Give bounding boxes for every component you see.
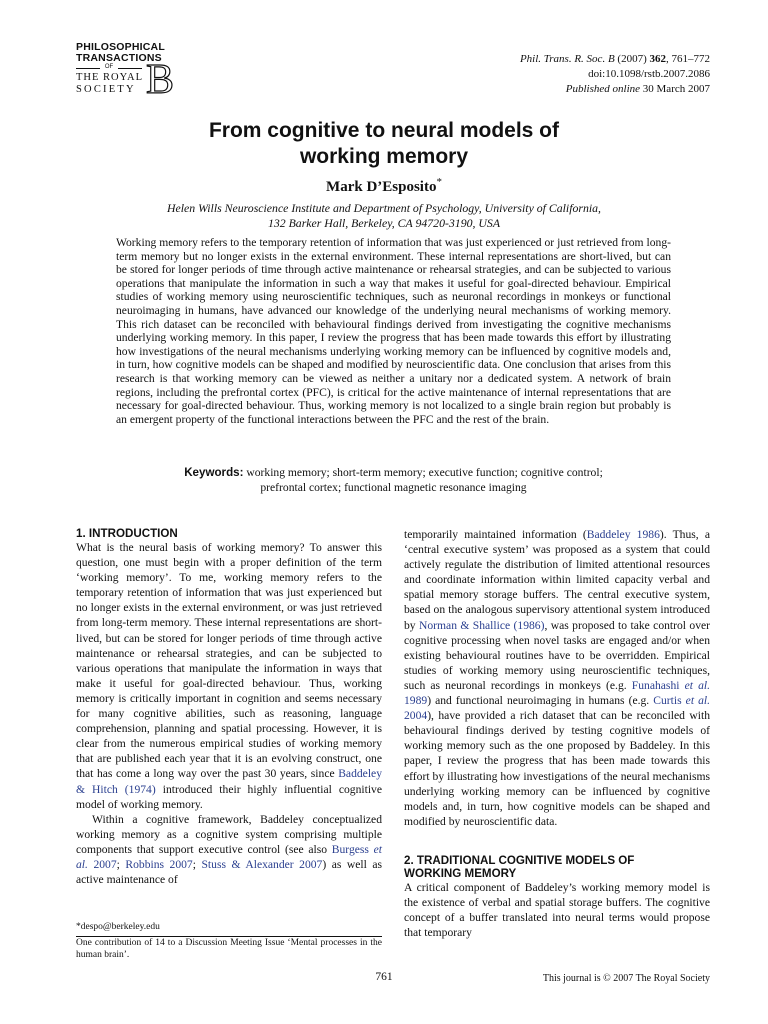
journal-citation-block	[520, 52, 710, 97]
citation-link[interactable]: Baddeley 1986	[586, 528, 660, 541]
intro-paragraph-2-continued: temporarily maintained information (Baddeley 1986). Thus, a ‘central executive system’ was proposed as a system that could actively regulate the distribution of limited attentional resources and coordinate information within limited capacity verbal and spatial memory storage buffers. The central executive system, based on the analogous supervisory attentional system introduced by Norman & Shallice (1986), was proposed to take control over cognitive processing when novel tasks are engaged and/or when existing behavioural routines have to be overridden. Empirical studies of working memory using neuroscientific techniques, such as neuronal recordings in monkeys (e.g. Funahashi et al. 1989) and functional neuroimaging in humans (e.g. Curtis et al. 2004), have provided a rich dataset that can be reconciled with behavioural findings derived by testing cognitive models of working memory such as the one proposed by Baddeley. In this paper, I review the progress that has been made towards this effort by illustrating how investigations of the neural mechanisms underlying working memory can be influenced by cognitive models and, in turn, how cognitive models can be shaped and modified by neuroscientific data.	[404, 528, 711, 828]
logo-line-philosophical: PHILOSOPHICAL	[76, 41, 165, 53]
logo-series-letter: B	[146, 57, 175, 103]
left-column	[76, 527, 382, 887]
keywords: Keywords: working memory; short-term memory; executive function; cognitive control; prefrontal cortex; functional magnetic resonance imaging	[184, 466, 603, 494]
author-email-footnote: *despo@berkeley.edu	[76, 922, 160, 932]
right-column	[404, 527, 710, 940]
affiliation: Helen Wills Neuroscience Institute and Department of Psychology, University of California, 132 Barker Hall, Berkeley, CA 94720-3190, USA	[166, 201, 601, 230]
abstract: Working memory refers to the temporary retention of information that was just experienced or just retrieved from long-term memory but no longer exists in the external environment. These internal representations are short-lived, but can be stored for longer periods of time through active maintenance or rehearsal strategies, and can be subjected to various operations that manipulate the information in such a way that makes it useful for goal-directed behaviour. Empirical studies of working memory using neuroscientific techniques, such as neuronal recordings in monkeys or functional neuroimaging in humans, have advanced our knowledge of the underlying neural mechanisms of working memory. This rich dataset can be reconciled with behavioural findings derived from investigating the cognitive mechanisms underlying working memory. In this paper, I review the progress that has been made towards this effort by illustrating how investigations of the neural mechanisms underlying working memory can be influenced by cognitive models and, in turn, how cognitive models can be shaped and modified by neuroscientific data. One conclusion that arises from this research is that working memory can be viewed as neither a unitary nor a dedicated system. A network of brain regions, including the prefrontal cortex (PFC), is critical for the active maintenance of internal representations that are necessary for goal-directed behaviour. Thus, working memory is not localized to a single brain region but probably is an emergent property of the functional interactions between the PFC and the rest of the brain.	[116, 236, 671, 426]
logo-line-society: SOCIETY	[76, 84, 136, 95]
citation-link[interactable]: Stuss & Alexander 2007	[201, 857, 323, 871]
section2-paragraph-1: A critical component of Baddeley’s working memory model is the existence of verbal and spatial storage buffers. The cognitive concept of a buffer translated into neural terms would propose that temporary	[404, 880, 710, 940]
author-footnote-mark: *	[436, 176, 442, 188]
logo-line-the-royal: THE ROYAL	[76, 72, 144, 83]
intro-paragraph-2: Within a cognitive framework, Baddeley conceptualized working memory as a cognitive system comprising multiple components that support executive control (see also Burgess et al. 2007; Robbins 2007; Stuss & Alexander 2007) as well as active maintenance of	[76, 812, 383, 887]
citation-link[interactable]: Burgess et al. 2007	[76, 842, 383, 871]
copyright-notice: This journal is © 2007 The Royal Society	[542, 973, 710, 984]
citation-link[interactable]: Norman & Shallice (1986)	[419, 618, 545, 632]
section-heading-introduction: 1. INTRODUCTION	[76, 527, 178, 540]
section-heading-traditional-models: 2. TRADITIONAL COGNITIVE MODELS OF WORKING MEMORY	[404, 853, 635, 880]
page-number: 761	[375, 971, 393, 983]
doi: doi:10.1098/rstb.2007.2086	[588, 68, 710, 80]
logo-of: OF	[76, 64, 142, 70]
keywords-label: Keywords:	[184, 466, 244, 479]
author: Mark D’Esposito*	[326, 176, 442, 195]
royal-society-logo	[76, 41, 176, 103]
citation-link[interactable]: Curtis et al. 2004	[404, 694, 711, 723]
citation-link[interactable]: Funahashi et al. 1989	[404, 678, 711, 708]
published-online: Published online 30 March 2007	[565, 83, 710, 95]
intro-paragraph-1: What is the neural basis of working memory? To answer this question, one must begin with a proper definition of the term ‘working memory’. To me, working memory refers to the temporary retention of information that was just experienced but no longer exists in the external environment, or was just retrieved from long-term memory. These internal representations are short-lived, but can be stored for longer periods of time through active maintenance or rehearsal strategies, and can be subjected to various operations that manipulate the information in ways that make it useful for goal-directed behaviour. Thus, working memory is critically important in cognition and seems necessary for many cognitive abilities, such as reasoning, language comprehension, planning and spatial processing. However, it is clear from the numerous empirical studies of working memory that are published each year that it is an evolving construct, one that has come a long way over the past 30 years, since Baddeley & Hitch (1974) introduced their highly influential cognitive model of working memory.	[76, 541, 382, 811]
citation-link[interactable]: Robbins 2007	[125, 857, 193, 871]
contribution-note: One contribution of 14 to a Discussion Meeting Issue ‘Mental processes in the human brain’.	[76, 938, 382, 960]
paper-title: From cognitive to neural models of working memory	[208, 119, 560, 168]
logo-line-transactions: TRANSACTIONS	[76, 52, 162, 64]
journal-citation: Phil. Trans. R. Soc. B (2007) 362, 761–772	[519, 53, 710, 65]
citation-link[interactable]: Baddeley & Hitch (1974)	[76, 767, 382, 796]
